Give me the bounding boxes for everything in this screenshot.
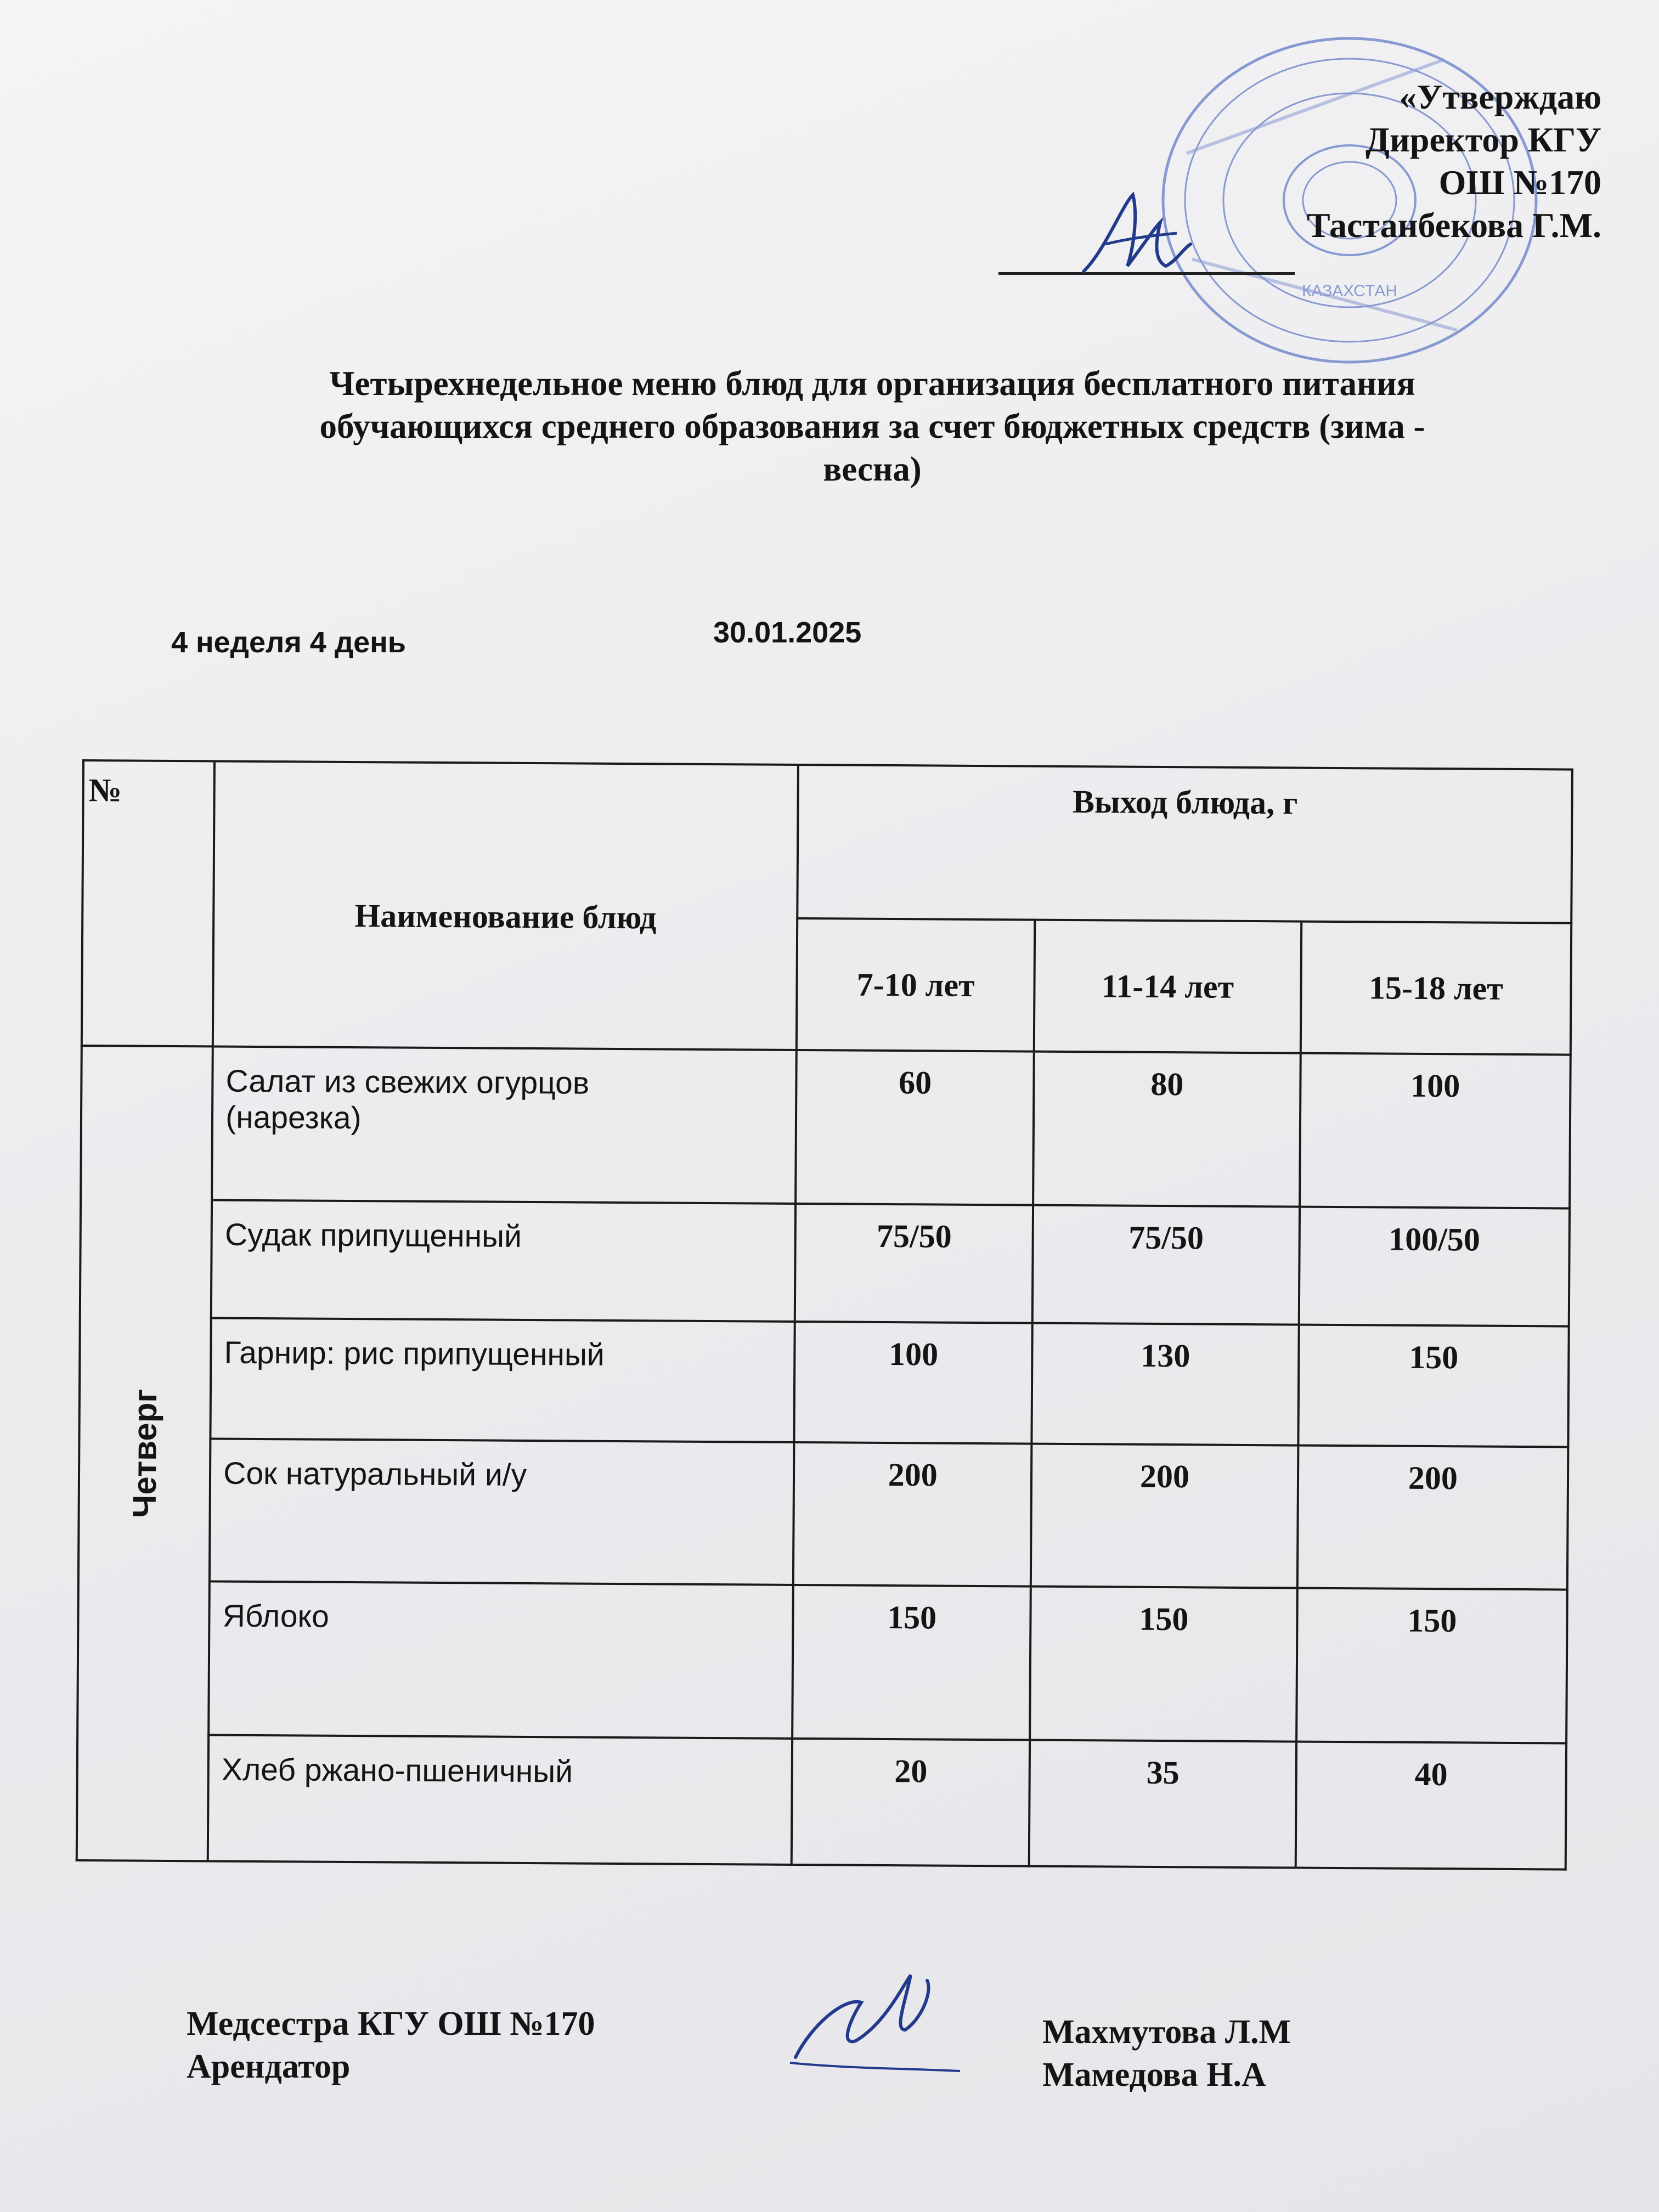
seal-label: КАЗАХСТАН <box>1302 282 1397 300</box>
dish-name: Гарнир: рис припущенный <box>211 1318 795 1442</box>
date-label: 30.01.2025 <box>713 616 862 649</box>
yield-11-14: 35 <box>1029 1740 1296 1868</box>
yield-15-18: 100 <box>1300 1053 1571 1209</box>
approval-line-3: ОШ №170 <box>1438 163 1601 202</box>
yield-7-10: 100 <box>794 1322 1032 1444</box>
yield-11-14: 80 <box>1033 1052 1300 1207</box>
approval-line-1: «Утверждаю <box>1399 77 1601 116</box>
footer-names <box>1042 2011 1291 2096</box>
footer-role-tenant: Арендатор <box>187 2048 351 2085</box>
yield-7-10: 75/50 <box>795 1204 1033 1323</box>
header-number: № <box>82 760 215 1046</box>
header-age-3: 15-18 лет <box>1301 922 1572 1055</box>
yield-7-10: 60 <box>795 1050 1034 1205</box>
yield-15-18: 100/50 <box>1299 1207 1570 1327</box>
yield-7-10: 20 <box>792 1739 1030 1866</box>
day-label: Четверг <box>126 1389 164 1519</box>
footer-role-nurse: Медсестра КГУ ОШ №170 <box>187 2005 595 2042</box>
yield-11-14: 200 <box>1031 1444 1298 1588</box>
approval-line-4: Тастанбекова Г.М. <box>1306 206 1601 245</box>
title-line-3: весна) <box>823 450 922 488</box>
day-cell <box>77 1046 213 1861</box>
yield-15-18: 200 <box>1297 1446 1568 1590</box>
dish-name: Сок натуральный и/у <box>210 1438 794 1584</box>
yield-11-14: 130 <box>1032 1323 1299 1446</box>
yield-7-10: 150 <box>792 1585 1031 1740</box>
title-line-2: обучающихся среднего образования за счет бюджетных средств (зима - <box>319 407 1425 445</box>
week-day-label: 4 неделя 4 день <box>171 626 406 659</box>
dish-name: Хлеб ржано-пшеничный <box>208 1735 792 1864</box>
table-row <box>77 1581 1567 1743</box>
yield-11-14: 150 <box>1030 1587 1297 1742</box>
approval-block <box>1307 76 1601 247</box>
yield-15-18: 40 <box>1295 1742 1566 1870</box>
header-age-2: 11-14 лет <box>1034 920 1301 1053</box>
header-age-1: 7-10 лет <box>797 918 1035 1052</box>
yield-15-18: 150 <box>1298 1325 1569 1447</box>
menu-table <box>76 759 1573 1871</box>
yield-7-10: 200 <box>793 1442 1031 1587</box>
table-row <box>81 1046 1571 1209</box>
table-header-row <box>82 760 1572 923</box>
footer-roles <box>187 2002 595 2088</box>
document-title <box>198 362 1547 490</box>
yield-15-18: 150 <box>1296 1588 1567 1743</box>
table-row <box>78 1438 1568 1590</box>
dish-name: Судак припущенный <box>211 1200 795 1321</box>
table-row <box>79 1317 1568 1447</box>
footer-name-nurse: Махмутова Л.М <box>1042 2013 1291 2051</box>
header-yield: Выход блюда, г <box>797 765 1572 923</box>
header-dish-name: Наименование блюд <box>213 761 798 1049</box>
table-row <box>80 1199 1570 1327</box>
title-line-1: Четырехнедельное меню блюд для организация бесплатного питания <box>329 364 1415 403</box>
approval-line-2: Директор КГУ <box>1365 120 1601 159</box>
yield-11-14: 75/50 <box>1032 1205 1300 1325</box>
footer-name-tenant: Мамедова Н.А <box>1042 2056 1266 2094</box>
dish-name: Салат из свежих огурцов (нарезка) <box>212 1046 797 1203</box>
nurse-signature <box>779 1959 966 2079</box>
director-signature <box>1073 184 1199 288</box>
dish-name: Яблоко <box>208 1581 793 1738</box>
table-row <box>77 1734 1566 1870</box>
